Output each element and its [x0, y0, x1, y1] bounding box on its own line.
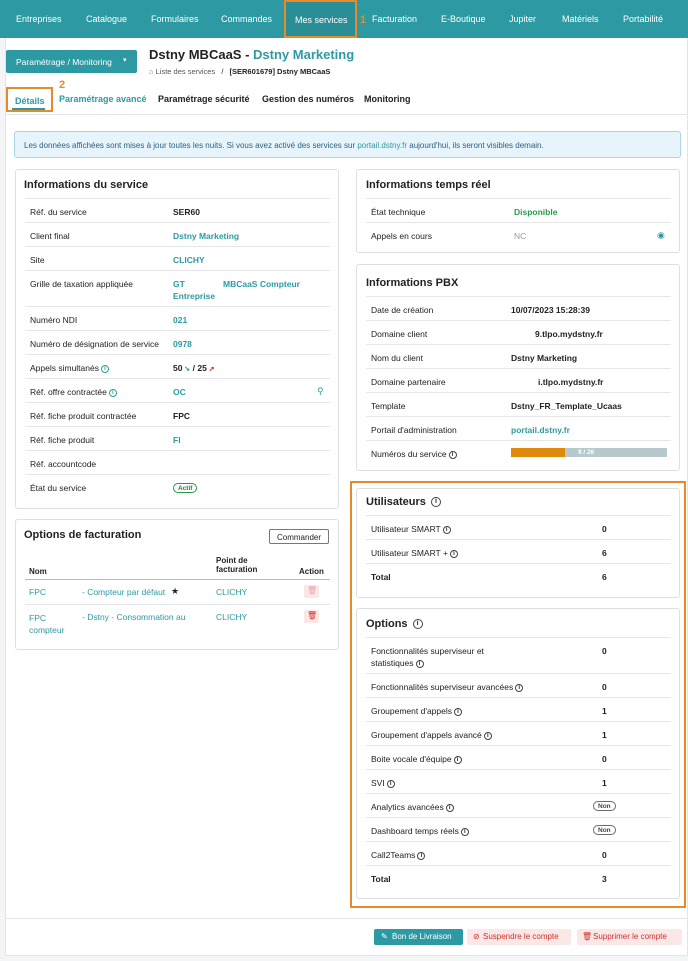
top-nav — [0, 0, 688, 38]
divider — [366, 320, 671, 321]
accountcode-label: Réf. accountcode — [30, 459, 97, 469]
designation-label: Numéro de désignation de service — [30, 339, 159, 349]
info-icon[interactable]: i — [450, 550, 458, 558]
title-prefix: Dstny MBCaaS - — [149, 47, 250, 62]
divider — [25, 198, 330, 199]
option-label-text: Groupement d'appels — [371, 706, 453, 716]
fiche-value[interactable]: FI — [173, 435, 181, 445]
trash-icon: 🗑 — [582, 932, 593, 941]
site-link[interactable]: CLICHY — [173, 255, 205, 265]
breadcrumb-sep: / — [221, 67, 224, 76]
divider — [366, 296, 671, 297]
bon-livraison-label: Bon de Livraison — [392, 932, 452, 941]
pbx-title: Informations PBX — [366, 277, 459, 289]
users-total-label: Total — [371, 572, 391, 582]
appels-simultanes-text: Appels simultanés — [30, 363, 99, 373]
info-icon[interactable]: i — [484, 732, 492, 740]
ban-icon: ⊘ — [473, 932, 480, 941]
info-icon[interactable]: i — [446, 804, 454, 812]
divider — [25, 474, 330, 475]
page-title — [149, 47, 354, 62]
ndi-value[interactable]: 021 — [173, 315, 188, 325]
nav-entreprises[interactable]: Entreprises — [16, 14, 62, 24]
delete-button[interactable] — [304, 610, 319, 623]
divider — [366, 515, 671, 516]
option-value: 1 — [602, 706, 607, 716]
supprimer-label: Supprimer le compte — [593, 932, 667, 941]
edit-icon: ✎ — [381, 932, 388, 941]
option-label-text: Call2Teams — [371, 850, 416, 860]
portail-link[interactable]: portail.dstny.fr — [511, 425, 570, 435]
option-label-text: Dashboard temps réels — [371, 826, 459, 836]
appels-en-cours-label: Appels en cours — [371, 231, 432, 241]
options-title — [366, 618, 423, 630]
option-value: 0 — [602, 754, 607, 764]
info-icon[interactable]: i — [443, 526, 451, 534]
appels-en-cours-value: NC — [514, 231, 527, 241]
nav-mes-services-label: Mes services — [295, 15, 348, 25]
ref-service-value: SER60 — [173, 207, 200, 217]
appels-out-count: 25 — [197, 363, 207, 373]
etat-service-label: État du service — [30, 483, 87, 493]
eye-icon[interactable]: ◉ — [657, 230, 665, 240]
options-total-value: 3 — [602, 874, 607, 884]
info-icon[interactable]: i — [454, 708, 462, 716]
info-alert — [14, 131, 681, 158]
breadcrumb-home[interactable]: Liste des services — [155, 67, 216, 76]
appels-sep: / — [192, 363, 196, 373]
trash-icon: 🗑 — [307, 586, 318, 595]
alert-text-before: Les données affichées sont mises à jour toutes les nuits. Si vous avez activé des services sur — [24, 141, 358, 150]
info-icon[interactable]: i — [461, 828, 469, 836]
date-creation-label: Date de création — [371, 305, 434, 315]
offre-text: Réf. offre contractée — [30, 387, 107, 397]
date-creation-value: 10/07/2023 15:28:39 — [511, 305, 590, 315]
breadcrumb — [149, 67, 330, 76]
fiche-contractee-value: FPC — [173, 411, 190, 421]
bon-livraison-button[interactable] — [374, 929, 463, 945]
numeros-progress-fill — [511, 448, 565, 457]
divider — [366, 637, 671, 638]
divider — [25, 354, 330, 355]
divider — [366, 697, 671, 698]
location-pin-icon[interactable]: ⚲ — [317, 386, 324, 396]
option-label — [371, 706, 462, 716]
divider — [25, 604, 330, 605]
divider — [366, 198, 671, 199]
incoming-call-icon: ➘ — [182, 366, 191, 373]
domaine-client-value: 9.tlpo.mydstny.fr — [535, 329, 603, 339]
offre-value[interactable]: OC — [173, 387, 186, 397]
divider — [366, 563, 671, 564]
option-label — [371, 826, 469, 836]
divider — [366, 673, 671, 674]
smart-plus-text: Utilisateur SMART + — [371, 548, 448, 558]
client-final-link[interactable]: Dstny Marketing — [173, 231, 240, 241]
nav-mes-services[interactable] — [284, 0, 357, 38]
outgoing-call-icon: ➚ — [206, 366, 215, 373]
nom-client-label: Nom du client — [371, 353, 423, 363]
trash-icon: 🗑 — [307, 611, 318, 620]
alert-link[interactable]: portail.dstny.fr — [357, 141, 408, 150]
nav-materiels[interactable]: Matériels — [562, 14, 599, 24]
billing-point-link[interactable]: CLICHY — [216, 612, 248, 622]
grille-label: Grille de taxation appliquée — [30, 279, 134, 289]
table-header-divider — [25, 579, 330, 580]
option-label-text: Fonctionnalités superviseur avancées — [371, 682, 514, 692]
offre-label — [30, 387, 117, 397]
divider — [366, 793, 671, 794]
divider — [25, 426, 330, 427]
etat-technique-value: Disponible — [514, 207, 558, 217]
domaine-partenaire-label: Domaine partenaire — [371, 377, 446, 387]
option-label-text: SVI — [371, 778, 385, 788]
highlight-marker-2: 2 — [59, 79, 66, 91]
divider — [25, 246, 330, 247]
smart-text: Utilisateur SMART — [371, 524, 441, 534]
supprimer-button[interactable] — [577, 929, 682, 945]
tabs-divider — [6, 114, 687, 115]
divider — [366, 539, 671, 540]
smart-plus-value: 6 — [602, 548, 607, 558]
info-icon[interactable]: i — [449, 451, 457, 459]
divider — [366, 392, 671, 393]
appels-simultanes-value — [173, 363, 215, 373]
delete-button-disabled — [304, 585, 319, 598]
nav-eboutique[interactable]: E-Boutique — [441, 14, 486, 24]
option-label-line2 — [371, 658, 424, 668]
nav-jupiter[interactable]: Jupiter — [509, 14, 537, 24]
ref-service-label: Réf. du service — [30, 207, 87, 217]
option-label — [371, 754, 462, 764]
option-label-line2-text: statistiques — [371, 658, 414, 668]
numeros-service-label — [371, 449, 457, 459]
divider — [366, 745, 671, 746]
template-value: Dstny_FR_Template_Ucaas — [511, 401, 622, 411]
grille-value-compteur[interactable]: MBCaaS Compteur — [223, 279, 300, 289]
users-title — [366, 496, 441, 508]
option-value: 0 — [602, 850, 607, 860]
site-label: Site — [30, 255, 45, 265]
info-icon[interactable]: i — [109, 389, 117, 397]
divider — [366, 440, 671, 441]
divider — [25, 306, 330, 307]
option-badge: Non — [593, 825, 616, 835]
options-title-text: Options — [366, 618, 408, 630]
grille-value-gt[interactable]: GT — [173, 279, 185, 289]
alert-text-after: aujourd'hui, ils seront visibles demain. — [407, 141, 544, 150]
client-final-label: Client final — [30, 231, 70, 241]
smart-plus-label — [371, 548, 458, 558]
option-label — [371, 850, 425, 860]
billing-title: Options de facturation — [24, 529, 142, 541]
breadcrumb-current: [SER601679] Dstny MBCaaS — [229, 67, 331, 76]
divider — [366, 721, 671, 722]
users-title-text: Utilisateurs — [366, 496, 426, 508]
info-icon[interactable]: i — [416, 660, 424, 668]
options-total-label: Total — [371, 874, 391, 884]
billing-code-link[interactable]: FPC — [29, 587, 46, 597]
info-icon[interactable]: i — [387, 780, 395, 788]
divider — [366, 222, 671, 223]
nav-portabilite[interactable]: Portabilité — [623, 14, 664, 24]
home-icon: ⌂ — [149, 67, 154, 76]
star-icon: ★ — [171, 586, 180, 596]
parametrage-dropdown[interactable] — [6, 50, 137, 73]
option-label — [371, 730, 492, 740]
divider — [25, 270, 330, 271]
tab-monitoring[interactable]: Monitoring — [364, 94, 411, 104]
domaine-partenaire-value: i.tlpo.mydstny.fr — [538, 377, 604, 387]
info-icon[interactable]: i — [417, 852, 425, 860]
divider — [366, 865, 671, 866]
tab-parametrage-avance[interactable]: Paramétrage avancé — [59, 94, 147, 104]
realtime-title: Informations temps réel — [366, 179, 491, 191]
option-value: 1 — [602, 730, 607, 740]
smart-label — [371, 524, 451, 534]
domaine-client-label: Domaine client — [371, 329, 428, 339]
nav-catalogue[interactable]: Catalogue — [86, 14, 128, 24]
title-client: Dstny Marketing — [253, 47, 355, 62]
numeros-progress-text: 9 / 26 — [578, 449, 595, 456]
chevron-down-icon: ▾ — [123, 57, 127, 64]
nom-client-value: Dstny Marketing — [511, 353, 578, 363]
option-label — [371, 778, 395, 788]
footer-divider — [6, 918, 687, 919]
divider — [366, 817, 671, 818]
commander-button-label: Commander — [277, 533, 322, 542]
commander-button[interactable] — [269, 529, 329, 544]
appels-simultanes-label — [30, 363, 109, 373]
suspendre-button[interactable] — [467, 929, 571, 945]
tab-details-label: Détails — [15, 96, 45, 106]
info-alert-text — [24, 141, 544, 150]
divider — [25, 330, 330, 331]
service-info-title: Informations du service — [24, 179, 149, 191]
option-value: 0 — [602, 646, 607, 656]
template-label: Template — [371, 401, 406, 411]
etat-technique-label: État technique — [371, 207, 426, 217]
option-label — [371, 802, 454, 812]
numeros-service-text: Numéros du service — [371, 449, 447, 459]
divider — [366, 368, 671, 369]
option-label — [371, 682, 523, 692]
billing-desc-link[interactable]: - Dstny - Consommation au — [82, 612, 186, 622]
info-icon[interactable]: i — [101, 365, 109, 373]
divider — [25, 222, 330, 223]
billing-code-link[interactable]: FPC compteur — [29, 613, 65, 635]
option-label-text: Groupement d'appels avancé — [371, 730, 482, 740]
col-nom: Nom — [29, 567, 47, 576]
option-label: Fonctionnalités superviseur et — [371, 646, 484, 656]
tab-parametrage-securite[interactable]: Paramétrage sécurité — [158, 94, 250, 104]
divider — [366, 344, 671, 345]
option-label-text: Boite vocale d'équipe — [371, 754, 452, 764]
suspendre-label: Suspendre le compte — [483, 932, 559, 941]
nav-commandes[interactable]: Commandes — [221, 14, 273, 24]
info-icon[interactable]: i — [413, 619, 423, 629]
designation-value[interactable]: 0978 — [173, 339, 192, 349]
nav-facturation[interactable]: Facturation — [372, 14, 418, 24]
users-total-value: 6 — [602, 572, 607, 582]
option-label-text: Analytics avancées — [371, 802, 444, 812]
fiche-contractee-label: Réf. fiche produit contractée — [30, 411, 137, 421]
divider — [366, 416, 671, 417]
col-point-facturation: Point de facturation — [216, 556, 258, 574]
appels-in-count: 50 — [173, 363, 183, 373]
divider — [25, 450, 330, 451]
ndi-label: Numéro NDI — [30, 315, 78, 325]
portail-label: Portail d'administration — [371, 425, 457, 435]
highlight-marker-1: 1 — [360, 14, 367, 26]
grille-value-entreprise[interactable]: Entreprise — [173, 291, 216, 301]
active-tab-indicator — [12, 108, 45, 110]
option-badge: Non — [593, 801, 616, 811]
divider — [366, 841, 671, 842]
col-action: Action — [299, 567, 324, 576]
option-value: 1 — [602, 778, 607, 788]
parametrage-dropdown-label: Paramétrage / Monitoring — [16, 57, 112, 67]
divider — [366, 769, 671, 770]
info-icon[interactable]: i — [515, 684, 523, 692]
info-icon[interactable]: i — [454, 756, 462, 764]
fiche-label: Réf. fiche produit — [30, 435, 95, 445]
option-value: 0 — [602, 682, 607, 692]
info-icon[interactable]: i — [431, 497, 441, 507]
billing-point-link[interactable]: CLICHY — [216, 587, 248, 597]
divider — [25, 378, 330, 379]
billing-desc-link[interactable]: - Compteur par défaut — [82, 587, 166, 597]
smart-value: 0 — [602, 524, 607, 534]
status-badge: Actif — [173, 483, 197, 493]
numeros-progress-bar — [511, 448, 667, 457]
tab-gestion-numeros[interactable]: Gestion des numéros — [262, 94, 355, 104]
nav-formulaires[interactable]: Formulaires — [151, 14, 199, 24]
divider — [25, 402, 330, 403]
